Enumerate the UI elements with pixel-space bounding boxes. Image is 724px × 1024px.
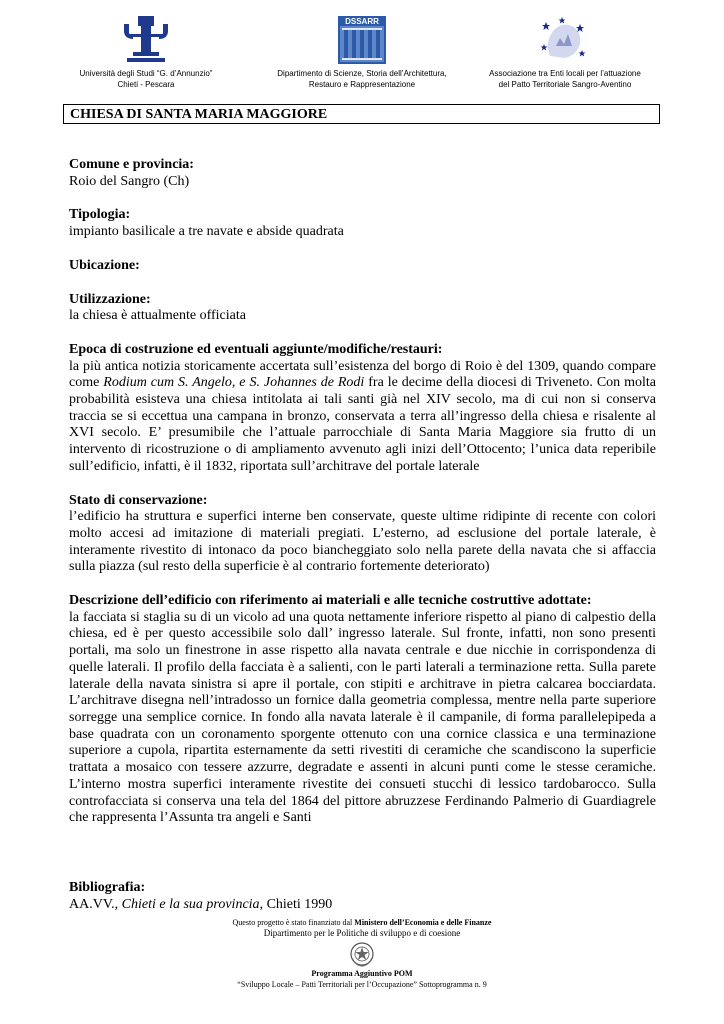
section-descrizione bbox=[69, 593, 656, 827]
italian-republic-emblem bbox=[349, 941, 375, 967]
footer-line1 bbox=[0, 917, 724, 928]
section-heading: Bibliografia: bbox=[69, 880, 146, 895]
dssarr-caption-line1: Dipartimento di Scienze, Storia dell’Architettura, bbox=[277, 69, 447, 78]
uda-caption-line1: Università degli Studi “G. d’Annunzio” bbox=[79, 69, 213, 78]
footer-line4: “Sviluppo Locale – Patti Territoriali per l’Occupazione” Sottoprogramma n. 9 bbox=[237, 980, 487, 989]
page-header bbox=[0, 0, 724, 100]
document-body bbox=[69, 157, 656, 844]
patto-caption-line1: Associazione tra Enti locali per l’attuazione bbox=[489, 69, 641, 78]
footer-program-title bbox=[0, 968, 724, 979]
section-text: Roio del Sangro (Ch) bbox=[69, 173, 190, 189]
uda-logo bbox=[121, 14, 171, 64]
dssarr-caption bbox=[260, 68, 464, 90]
section-utilizzazione bbox=[69, 292, 656, 325]
dssarr-logo bbox=[338, 16, 386, 64]
section-heading: Ubicazione: bbox=[69, 257, 140, 273]
section-heading: Epoca di costruzione ed eventuali aggiunte/modifiche/restauri: bbox=[69, 341, 443, 357]
section-text: la chiesa è attualmente officiata bbox=[69, 308, 246, 324]
section-text: impianto basilicale a tre navate e abside quadrata bbox=[69, 224, 344, 240]
bibliography-rest: , Chieti 1990 bbox=[259, 896, 333, 912]
section-heading: Comune e provincia: bbox=[69, 157, 194, 172]
footer-line2: Dipartimento per le Politiche di sviluppo e di coesione bbox=[263, 928, 461, 938]
section-heading: Descrizione dell’edificio con riferimento ai materiali e alle tecniche costruttive adottate: bbox=[69, 593, 592, 609]
section-text bbox=[69, 359, 656, 476]
uda-caption-line2: Chieti - Pescara bbox=[117, 80, 175, 89]
dssarr-logo-text: DSSARR bbox=[345, 17, 379, 26]
document-title-box bbox=[63, 104, 660, 124]
patto-caption-line2: del Patto Territoriale Sangro-Aventino bbox=[498, 80, 632, 89]
section-text: l’edificio ha struttura e superfici interne ben conservate, queste ultime ridipinte di recente con colori molto accesi ad imitazione di materiali pregiati. L’esterno, ad esclusione del portale laterale, è interamente rivestito di intonaco da poco biancheggiato solo nella parete della navata che si affaccia sulla piazza (sul resto della superficie è al contrario fortemente deteriorato) bbox=[69, 509, 656, 575]
bibliography-entry: AA.VV., Chieti e la sua provincia, Chieti 1990 bbox=[69, 896, 333, 912]
patto-caption bbox=[468, 68, 662, 90]
section-heading: Stato di conservazione: bbox=[69, 492, 208, 508]
section-text: la facciata si staglia su di un vicolo ad una quota nettamente inferiore rispetto al piano di calpestio della chiesa, ed è per questo accessibile solo dall’ ingresso laterale. Sul fronte, infatti, non sono presenti portali, ma solo un finestrone in asse rispetto alla navata centrale e due nicchie in corrispondenza di quelle laterali. Il profilo della facciata è a salienti, con le parti laterali a terminazione retta. Sulla parete laterale della navata sinistra si apre il portale, con stipiti e architrave in pietra calcarea bocciardata. L’architrave disegna nell’intradosso un fornice dalla geometria complessa, mentre nella parte superiore sorregge una semplice cornice. In fondo alla navata laterale è il campanile, di forma parallelepipeda a base quadrata con un coronamento sporgente ottenuto con una cornice classica e una terminazione superiore a cupola, ripartita esternamente da setti rivestiti di ceramiche che scandiscono la superficie trattata a mosaico con tessere azzurre, degradate e assenti in alcuni punti come le stesse ceramiche. L’interno mostra superfici interamente rivestite dei consueti stucchi di lessico tardobarocco. Sulla controfacciata si conserva una tela del 1864 del pittore abruzzese Ferdinando Palmerio di Guardiagrele che rappresenta l’Assunta tra angeli e Santi bbox=[69, 609, 656, 826]
footer-line1-a: Questo progetto è stato finanziato dal bbox=[232, 918, 355, 927]
section-heading: Utilizzazione: bbox=[69, 291, 151, 307]
document-title: CHIESA DI SANTA MARIA MAGGIORE bbox=[70, 107, 328, 122]
section-ubicazione bbox=[69, 258, 656, 275]
footer-ministry: Ministero dell’Economia e delle Finanze bbox=[354, 918, 492, 927]
bibliography-author: AA.VV. bbox=[69, 896, 115, 912]
dssarr-caption-line2: Restauro e Rappresentazione bbox=[308, 80, 416, 89]
footer-program-name: Programma Aggiuntivo POM bbox=[311, 969, 413, 978]
epoca-text-a: la più antica notizia storicamente accertata sull’esistenza del borgo di Roio è del 1309, quando compare come bbox=[69, 358, 656, 391]
section-bibliografia bbox=[69, 880, 656, 913]
uda-caption bbox=[60, 68, 232, 90]
bibliography-title: Chieti e la sua provincia bbox=[121, 896, 260, 912]
epoca-text-italic: Rodium cum S. Angelo, e S. Johannes de Rodi bbox=[103, 375, 365, 391]
footer-program bbox=[0, 968, 724, 990]
section-stato bbox=[69, 493, 656, 577]
epoca-text-b: fra le decime della diocesi di Triveneto. Con molta probabilità esisteva una chiesa intitolata ai tali santi già nel XIV secolo, ma di cui non si conserva traccia se si eccettua una campana in bronzo, conservata a terra all’ingresso della chiesa e risalente al XVI secolo. E’ presumibile che l’attuale parrocchiale di Santa Maria Maggiore sia frutto di un intervento di ricostruzione o di ampliamento avvenuto agli inizi dell’Ottocento; l’unica data reperibile sull’edificio, infatti, è il 1832, riportata sull’architrave del portale laterale bbox=[69, 375, 656, 474]
section-tipologia bbox=[69, 207, 656, 240]
patto-territoriale-logo bbox=[540, 16, 586, 64]
footer-funding bbox=[0, 917, 724, 939]
section-heading: Tipologia: bbox=[69, 207, 131, 223]
section-comune bbox=[69, 157, 656, 190]
section-epoca bbox=[69, 342, 656, 476]
